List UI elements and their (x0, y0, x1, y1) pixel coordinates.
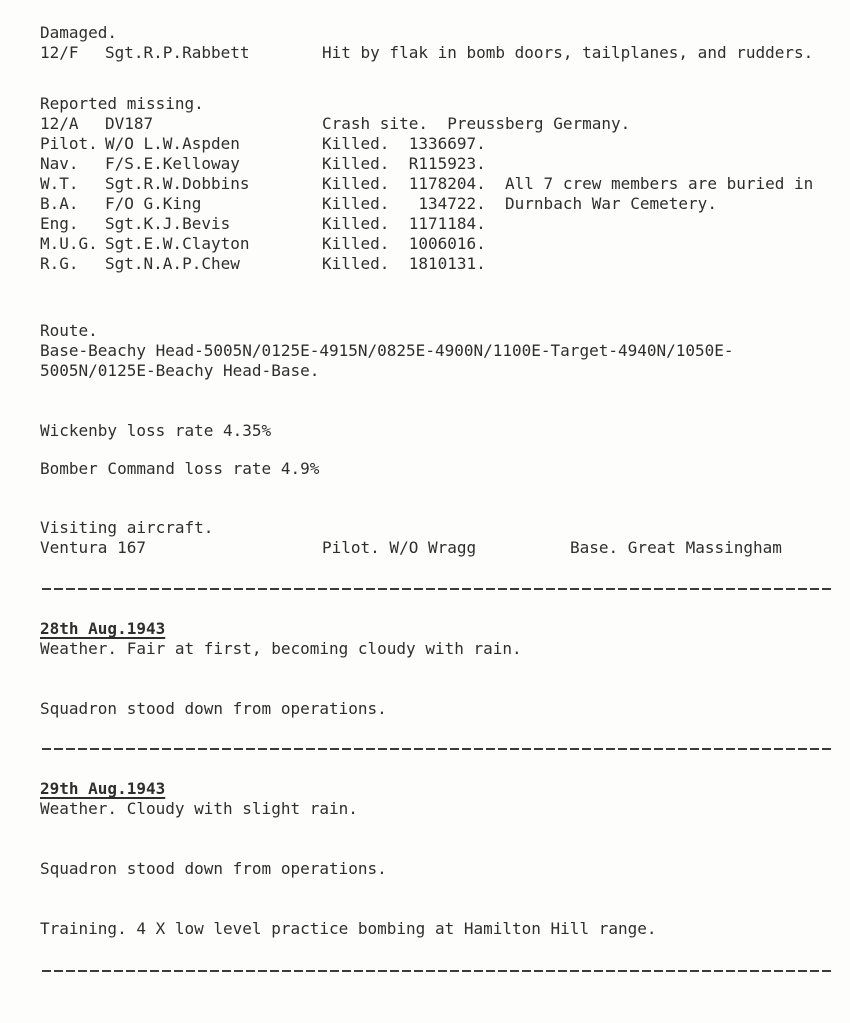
crew-fate: Killed. R115923. (322, 154, 486, 173)
missing-aircraft-row (40, 114, 830, 134)
route-line: 5005N/0125E-Beachy Head-Base. (40, 361, 320, 380)
crew-role: Nav. (40, 154, 79, 173)
crew-fate: Killed. 1810131. (322, 254, 486, 273)
aircraft-code: 12/F (40, 43, 79, 62)
crew-name: F/S.E.Kelloway (105, 154, 240, 173)
crew-role: B.A. (40, 194, 79, 213)
crew-name: Sgt.R.P.Rabbett (105, 43, 250, 62)
visiting-heading: Visiting aircraft. (40, 518, 214, 537)
crew-fate: Killed. 1336697. (322, 134, 486, 153)
crew-role: Pilot. (40, 134, 98, 153)
entry-date: 28th Aug.1943 (40, 619, 166, 638)
route-line: Base-Beachy Head-5005N/0125E-4915N/0825E-4900N/1100E-Target-4940N/1050E- (40, 341, 734, 360)
entry-date: 29th Aug.1943 (40, 779, 166, 798)
crew-fate: Killed. 1178204. All 7 crew members are buried in (322, 174, 814, 193)
visiting-aircraft-section (40, 518, 830, 558)
separator-line (42, 588, 832, 590)
training-note: Training. 4 X low level practice bombing at Hamilton Hill range. (40, 919, 657, 938)
crew-name: F/O G.King (105, 194, 202, 213)
damaged-heading: Damaged. (40, 23, 118, 42)
crew-row (40, 154, 830, 174)
crew-row (40, 194, 830, 214)
crew-name: Sgt.K.J.Bevis (105, 214, 231, 233)
crew-role: M.U.G. (40, 234, 98, 253)
crew-name: Sgt.R.W.Dobbins (105, 174, 250, 193)
damaged-row (40, 43, 830, 63)
crew-row (40, 234, 830, 254)
bomber-command-loss-rate: Bomber Command loss rate 4.9% (40, 459, 320, 478)
crew-role: Eng. (40, 214, 79, 233)
separator-line (42, 748, 832, 750)
route-section (40, 321, 830, 381)
route-heading: Route. (40, 321, 98, 340)
entry-29-aug-1943 (40, 779, 830, 939)
crew-row (40, 134, 830, 154)
crew-fate: Killed. 1171184. (322, 214, 486, 233)
crew-row (40, 174, 830, 194)
crew-name: W/O L.W.Aspden (105, 134, 240, 153)
visiting-aircraft-type: Ventura 167 (40, 538, 146, 557)
crew-role: R.G. (40, 254, 79, 273)
wickenby-loss-rate: Wickenby loss rate 4.35% (40, 421, 272, 440)
damage-detail: Hit by flak in bomb doors, tailplanes, and rudders. (322, 43, 814, 62)
separator-line (42, 970, 832, 972)
crew-name: Sgt.N.A.P.Chew (105, 254, 240, 273)
crew-row (40, 254, 830, 274)
crash-site-detail: Crash site. Preussberg Germany. (322, 114, 631, 133)
weather-report: Weather. Fair at first, becoming cloudy with rain. (40, 639, 522, 658)
squadron-status: Squadron stood down from operations. (40, 859, 387, 878)
aircraft-code: 12/A (40, 114, 79, 133)
damaged-section (40, 23, 830, 63)
visiting-base: Base. Great Massingham (570, 538, 782, 557)
crew-fate: Killed. 1006016. (322, 234, 486, 253)
entry-28-aug-1943 (40, 619, 830, 719)
reported-missing-section (40, 94, 830, 274)
crew-row (40, 214, 830, 234)
visiting-aircraft-row (40, 538, 830, 558)
squadron-status: Squadron stood down from operations. (40, 699, 387, 718)
missing-heading: Reported missing. (40, 94, 204, 113)
visiting-pilot: Pilot. W/O Wragg (322, 538, 477, 557)
crew-role: W.T. (40, 174, 79, 193)
aircraft-serial: DV187 (105, 114, 154, 133)
weather-report: Weather. Cloudy with slight rain. (40, 799, 358, 818)
crew-fate: Killed. 134722. Durnbach War Cemetery. (322, 194, 717, 213)
crew-name: Sgt.E.W.Clayton (105, 234, 250, 253)
